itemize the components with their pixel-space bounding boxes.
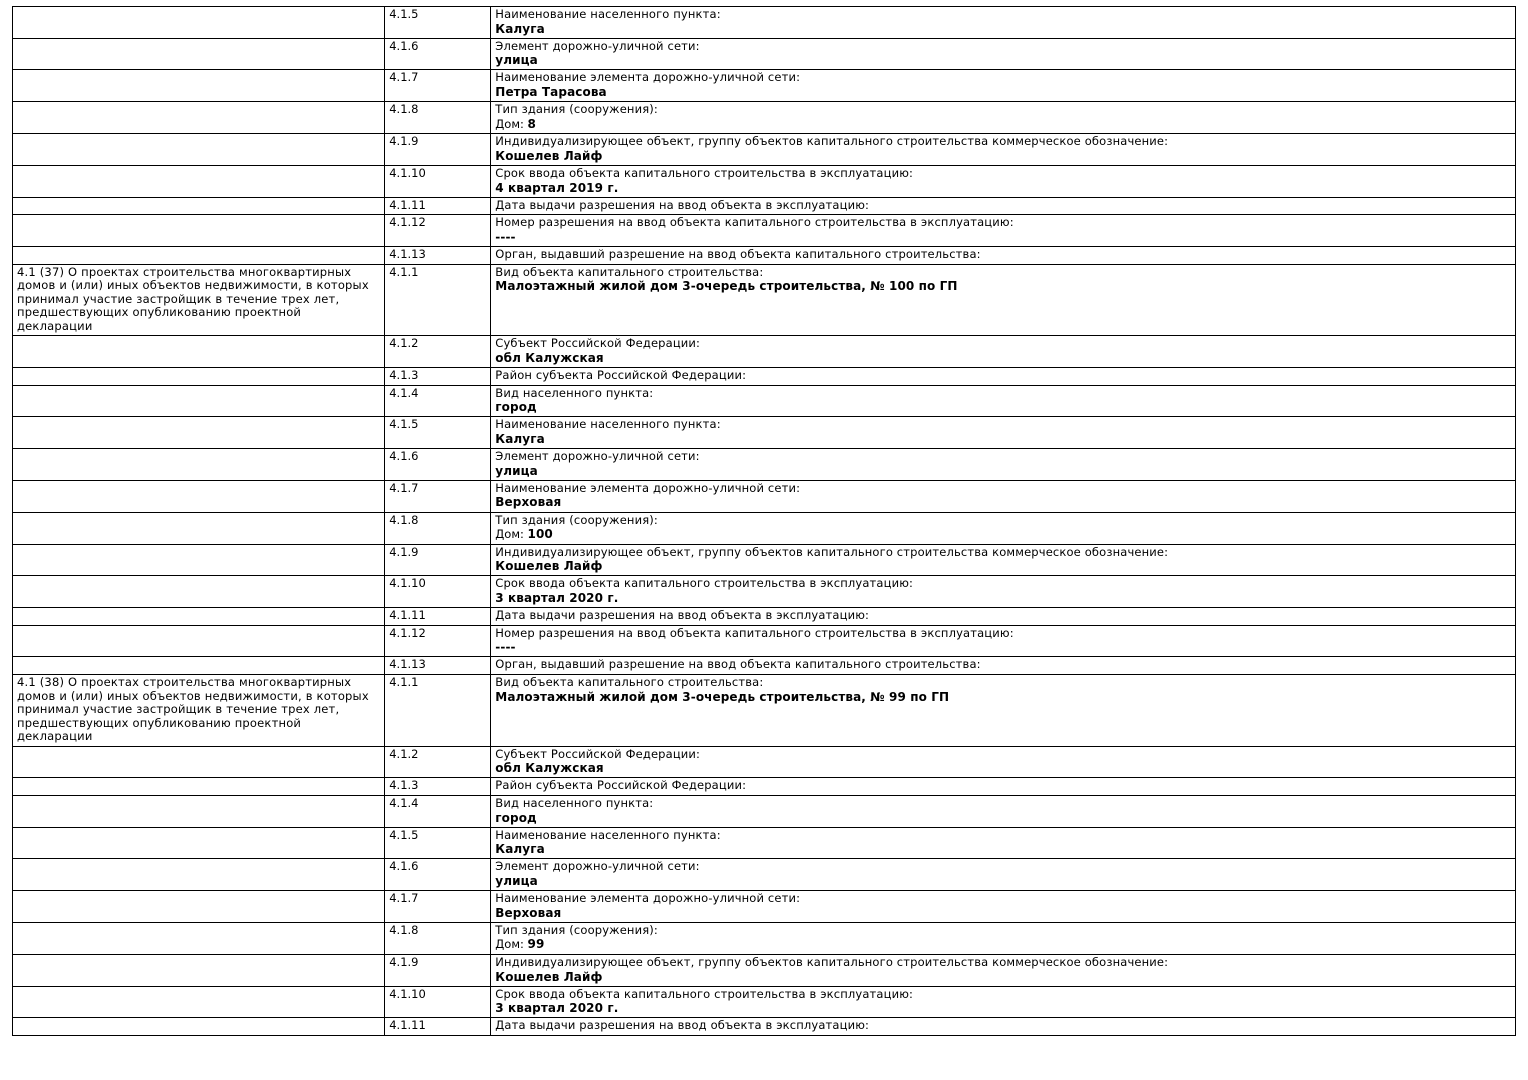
code-cell: 4.1.8: [385, 512, 491, 544]
section-cell: [13, 38, 385, 70]
field-value: ----: [495, 229, 516, 244]
value-cell: [491, 922, 1516, 954]
value-cell: [491, 827, 1516, 859]
field-label: Орган, выдавший разрешение на ввод объекта капитального строительства:: [495, 247, 981, 261]
field-value: ----: [495, 640, 516, 655]
value-cell: [491, 778, 1516, 796]
value-cell: [491, 1018, 1516, 1036]
table-row: [13, 7, 1516, 39]
code-cell: 4.1.11: [385, 1018, 491, 1036]
code-cell: 4.1.8: [385, 922, 491, 954]
table-row: [13, 247, 1516, 265]
section-cell: [13, 385, 385, 417]
value-cell: [491, 859, 1516, 891]
field-sublabel: Дом:: [495, 527, 524, 542]
table-row: [13, 544, 1516, 576]
value-cell: [491, 480, 1516, 512]
section-cell: [13, 102, 385, 134]
value-cell: [491, 70, 1516, 102]
field-label: Вид населенного пункта:: [495, 796, 654, 811]
field-value: Калуга: [495, 431, 545, 446]
code-cell: 4.1.10: [385, 576, 491, 608]
field-value: улица: [495, 874, 538, 889]
field-label: Дата выдачи разрешения на ввод объекта в эксплуатацию:: [495, 608, 870, 623]
value-cell: [491, 38, 1516, 70]
code-cell: 4.1.2: [385, 746, 491, 778]
field-sublabel: Дом:: [495, 116, 524, 131]
field-value: город: [495, 810, 537, 825]
field-label: Вид населенного пункта:: [495, 385, 654, 400]
table-row: [13, 512, 1516, 544]
section-cell: 4.1 (37) О проектах строительства многоквартирных домов и (или) иных объектов недвижимости, в которых принимал участие застройщик в течение трех лет, предшествующих опубликованию проектной декларации: [13, 264, 385, 336]
field-label: Субъект Российской Федерации:: [495, 746, 701, 761]
table-row: [13, 625, 1516, 657]
field-value: обл Калужская: [495, 761, 604, 776]
section-cell: [13, 1018, 385, 1036]
code-cell: 4.1.12: [385, 215, 491, 247]
value-cell: [491, 7, 1516, 39]
field-value: 99: [527, 937, 545, 952]
table-row: [13, 385, 1516, 417]
section-cell: [13, 891, 385, 923]
section-cell: [13, 134, 385, 166]
section-cell: [13, 986, 385, 1018]
field-label: Срок ввода объекта капитального строительства в эксплуатацию:: [495, 576, 914, 591]
field-label: Срок ввода объекта капитального строительства в эксплуатацию:: [495, 986, 914, 1001]
field-label: Район субъекта Российской Федерации:: [495, 778, 747, 793]
field-value-line: [495, 527, 1511, 542]
field-label: Наименование населенного пункта:: [495, 417, 721, 432]
table-row: [13, 197, 1516, 215]
field-value: Калуга: [495, 842, 545, 857]
field-value: Кошелев Лайф: [495, 559, 603, 574]
section-cell: [13, 576, 385, 608]
field-value: 3 квартал 2020 г.: [495, 590, 619, 605]
field-label: Наименование населенного пункта:: [495, 827, 721, 842]
field-label: Наименование населенного пункта:: [495, 7, 721, 21]
field-value: Малоэтажный жилой дом 3-очередь строительства, № 100 по ГП: [495, 279, 958, 294]
section-cell: [13, 778, 385, 796]
value-cell: [491, 576, 1516, 608]
value-cell: [491, 625, 1516, 657]
field-label: Субъект Российской Федерации:: [495, 336, 701, 351]
table-row: [13, 449, 1516, 481]
section-cell: [13, 544, 385, 576]
section-cell: [13, 608, 385, 626]
section-cell: [13, 417, 385, 449]
section-cell: [13, 922, 385, 954]
value-cell: [491, 368, 1516, 386]
value-cell: [491, 796, 1516, 828]
field-value: улица: [495, 463, 538, 478]
code-cell: 4.1.13: [385, 657, 491, 675]
field-value: Калуга: [495, 21, 545, 36]
field-label: Тип здания (сооружения):: [495, 102, 658, 117]
field-label: Элемент дорожно-уличной сети:: [495, 859, 700, 874]
value-cell: [491, 986, 1516, 1018]
value-cell: [491, 247, 1516, 265]
table-row: [13, 576, 1516, 608]
section-cell: [13, 955, 385, 987]
table-row: [13, 778, 1516, 796]
field-label: Дата выдачи разрешения на ввод объекта в эксплуатацию:: [495, 197, 870, 212]
field-label: Индивидуализирующее объект, группу объектов капитального строительства коммерческое обозначение:: [495, 134, 1169, 149]
code-cell: 4.1.4: [385, 385, 491, 417]
field-value-line: [495, 117, 1511, 132]
section-cell: [13, 625, 385, 657]
code-cell: 4.1.1: [385, 674, 491, 746]
code-cell: 4.1.9: [385, 544, 491, 576]
table-row: [13, 955, 1516, 987]
value-cell: [491, 336, 1516, 368]
table-row: [13, 657, 1516, 675]
code-cell: 4.1.6: [385, 449, 491, 481]
value-cell: [491, 134, 1516, 166]
field-value: Кошелев Лайф: [495, 969, 603, 984]
code-cell: 4.1.7: [385, 70, 491, 102]
section-cell: [13, 827, 385, 859]
value-cell: [491, 264, 1516, 336]
table-row: [13, 417, 1516, 449]
table-row: [13, 674, 1516, 746]
field-label: Номер разрешения на ввод объекта капитального строительства в эксплуатацию:: [495, 625, 1014, 640]
field-value: город: [495, 400, 537, 415]
field-sublabel: Дом:: [495, 937, 524, 952]
code-cell: 4.1.3: [385, 778, 491, 796]
code-cell: 4.1.3: [385, 368, 491, 386]
value-cell: [491, 891, 1516, 923]
section-cell: [13, 247, 385, 265]
field-value: 8: [527, 116, 536, 131]
field-label: Дата выдачи разрешения на ввод объекта в эксплуатацию:: [495, 1018, 870, 1033]
field-label: Тип здания (сооружения):: [495, 922, 658, 937]
table-row: [13, 336, 1516, 368]
value-cell: [491, 417, 1516, 449]
project-declaration-table: [12, 6, 1516, 1036]
code-cell: 4.1.2: [385, 336, 491, 368]
field-label: Вид объекта капитального строительства:: [495, 264, 764, 279]
value-cell: [491, 166, 1516, 198]
code-cell: 4.1.11: [385, 197, 491, 215]
section-cell: [13, 215, 385, 247]
code-cell: 4.1.1: [385, 264, 491, 336]
table-row: [13, 134, 1516, 166]
field-label: Номер разрешения на ввод объекта капитального строительства в эксплуатацию:: [495, 215, 1014, 230]
field-label: Индивидуализирующее объект, группу объектов капитального строительства коммерческое обозначение:: [495, 955, 1169, 970]
table-row: [13, 166, 1516, 198]
code-cell: 4.1.13: [385, 247, 491, 265]
table-row: [13, 480, 1516, 512]
code-cell: 4.1.10: [385, 986, 491, 1018]
field-label: Тип здания (сооружения):: [495, 512, 658, 527]
value-cell: [491, 746, 1516, 778]
field-value: обл Калужская: [495, 350, 604, 365]
code-cell: 4.1.9: [385, 134, 491, 166]
value-cell: [491, 674, 1516, 746]
field-label: Срок ввода объекта капитального строительства в эксплуатацию:: [495, 166, 914, 180]
section-cell: [13, 859, 385, 891]
section-cell: [13, 197, 385, 215]
table-row: [13, 1018, 1516, 1036]
code-cell: 4.1.5: [385, 417, 491, 449]
table-row: [13, 608, 1516, 626]
value-cell: [491, 102, 1516, 134]
table-row: [13, 38, 1516, 70]
field-label: Элемент дорожно-уличной сети:: [495, 38, 700, 53]
value-cell: [491, 544, 1516, 576]
value-cell: [491, 955, 1516, 987]
table-row: [13, 215, 1516, 247]
table-row: [13, 827, 1516, 859]
value-cell: [491, 449, 1516, 481]
table-row: [13, 796, 1516, 828]
code-cell: 4.1.7: [385, 480, 491, 512]
section-cell: [13, 7, 385, 39]
code-cell: 4.1.5: [385, 827, 491, 859]
table-body: [13, 7, 1516, 1036]
section-cell: [13, 796, 385, 828]
value-cell: [491, 512, 1516, 544]
value-cell: [491, 215, 1516, 247]
field-value-line: [495, 937, 1511, 952]
code-cell: 4.1.9: [385, 955, 491, 987]
table-row: [13, 70, 1516, 102]
table-row: [13, 859, 1516, 891]
value-cell: [491, 197, 1516, 215]
field-label: Вид объекта капитального строительства:: [495, 674, 764, 689]
section-cell: [13, 449, 385, 481]
section-cell: [13, 368, 385, 386]
code-cell: 4.1.6: [385, 859, 491, 891]
code-cell: 4.1.10: [385, 166, 491, 198]
value-cell: [491, 385, 1516, 417]
table-row: [13, 102, 1516, 134]
field-label: Район субъекта Российской Федерации:: [495, 368, 747, 383]
field-value: Верховая: [495, 905, 562, 920]
table-row: [13, 922, 1516, 954]
value-cell: [491, 608, 1516, 626]
table-row: [13, 986, 1516, 1018]
section-cell: [13, 70, 385, 102]
field-label: Элемент дорожно-уличной сети:: [495, 449, 700, 464]
field-value: 4 квартал 2019 г.: [495, 180, 619, 195]
field-value: Малоэтажный жилой дом 3-очередь строительства, № 99 по ГП: [495, 689, 950, 704]
section-cell: 4.1 (38) О проектах строительства многоквартирных домов и (или) иных объектов недвижимости, в которых принимал участие застройщик в течение трех лет, предшествующих опубликованию проектной декларации: [13, 674, 385, 746]
code-cell: 4.1.11: [385, 608, 491, 626]
section-cell: [13, 166, 385, 198]
section-cell: [13, 746, 385, 778]
field-value: 3 квартал 2020 г.: [495, 1001, 619, 1016]
field-label: Наименование элемента дорожно-уличной сети:: [495, 70, 801, 85]
field-value: Верховая: [495, 495, 562, 510]
field-label: Наименование элемента дорожно-уличной сети:: [495, 891, 801, 906]
code-cell: 4.1.7: [385, 891, 491, 923]
code-cell: 4.1.8: [385, 102, 491, 134]
field-value: Петра Тарасова: [495, 85, 607, 99]
section-cell: [13, 336, 385, 368]
section-cell: [13, 657, 385, 675]
table-row: [13, 891, 1516, 923]
code-cell: 4.1.4: [385, 796, 491, 828]
code-cell: 4.1.12: [385, 625, 491, 657]
code-cell: 4.1.5: [385, 7, 491, 39]
field-value: улица: [495, 53, 538, 68]
field-label: Орган, выдавший разрешение на ввод объекта капитального строительства:: [495, 657, 981, 672]
section-cell: [13, 480, 385, 512]
code-cell: 4.1.6: [385, 38, 491, 70]
value-cell: [491, 657, 1516, 675]
table-row: [13, 368, 1516, 386]
field-label: Индивидуализирующее объект, группу объектов капитального строительства коммерческое обозначение:: [495, 544, 1169, 559]
table-row: [13, 746, 1516, 778]
field-label: Наименование элемента дорожно-уличной сети:: [495, 480, 801, 495]
table-row: [13, 264, 1516, 336]
section-cell: [13, 512, 385, 544]
field-value: Кошелев Лайф: [495, 148, 603, 163]
field-value: 100: [527, 527, 553, 542]
